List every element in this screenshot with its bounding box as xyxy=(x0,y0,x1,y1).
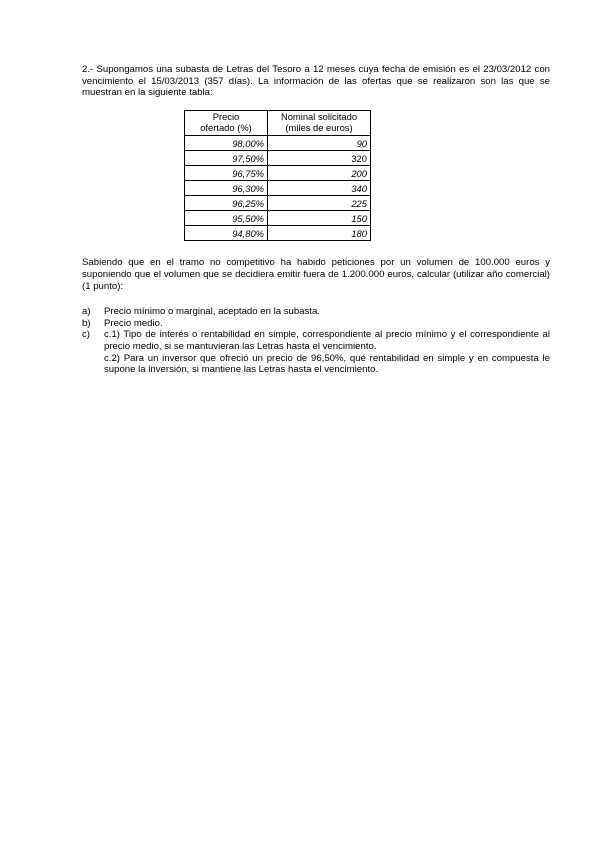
question-text: Precio mínimo o marginal, aceptado en la subasta. xyxy=(104,306,320,318)
cell-nominal: 90 xyxy=(268,136,371,151)
exercise-intro: 2.- Supongamos una subasta de Letras del Tesoro a 12 meses cuya fecha de emisión es el 23/03/2012 con vencimiento el 15/03/2013 (357 días). La información de las ofertas que se realizaron son las que se muestran en la siguiente tabla: xyxy=(82,64,550,99)
table-row xyxy=(185,151,371,166)
table-row xyxy=(185,136,371,151)
cell-nominal: 340 xyxy=(268,181,371,196)
cell-nominal: 200 xyxy=(268,166,371,181)
cell-precio: 96,25% xyxy=(185,196,268,211)
cell-precio: 98,00% xyxy=(185,136,268,151)
list-item xyxy=(82,329,550,375)
question-list xyxy=(82,306,550,376)
cell-nominal: 180 xyxy=(268,226,371,241)
header-precio: Precio ofertado (%) xyxy=(185,110,268,136)
header-nominal: Nominal solicitado (miles de euros) xyxy=(268,110,371,136)
offers-table xyxy=(184,110,371,242)
cell-precio: 96,75% xyxy=(185,166,268,181)
exercise-document xyxy=(82,64,550,376)
cell-precio: 94,80% xyxy=(185,226,268,241)
question-text-2: c.2) Para un inversor que ofreció un precio de 96,50%, qué rentabilidad en simple y en compuesta le supone la inversión, si mantiene las Letras hasta el vencimiento. xyxy=(104,352,550,376)
question-label: b) xyxy=(82,317,91,329)
exercise-conditions: Sabiendo que en el tramo no competitivo ha habido peticiones por un volumen de 100.000 euros y suponiendo que el volumen que se decidiera emitir fuera de 1.200.000 euros, calcular (utilizar año comercial) (1 punto): xyxy=(82,257,550,292)
table-row xyxy=(185,166,371,181)
question-text: Precio medio. xyxy=(104,317,163,329)
question-label: c) xyxy=(82,329,90,341)
cell-precio: 97,50% xyxy=(185,151,268,166)
table-row xyxy=(185,226,371,241)
question-text: c.1) Tipo de interés o rentabilidad en simple, correspondiente al precio mínimo y el correspondiente al precio medio, si se mantuvieran las Letras hasta el vencimiento. xyxy=(104,329,550,352)
cell-precio: 95,50% xyxy=(185,211,268,226)
cell-nominal: 225 xyxy=(268,196,371,211)
table-row xyxy=(185,211,371,226)
cell-precio: 96,30% xyxy=(185,181,268,196)
question-label: a) xyxy=(82,306,91,318)
cell-nominal: 150 xyxy=(268,211,371,226)
table-row xyxy=(185,181,371,196)
list-item xyxy=(82,318,550,330)
list-item xyxy=(82,306,550,318)
cell-nominal: 320 xyxy=(268,151,371,166)
table-row xyxy=(185,196,371,211)
offers-table-header xyxy=(185,110,371,136)
